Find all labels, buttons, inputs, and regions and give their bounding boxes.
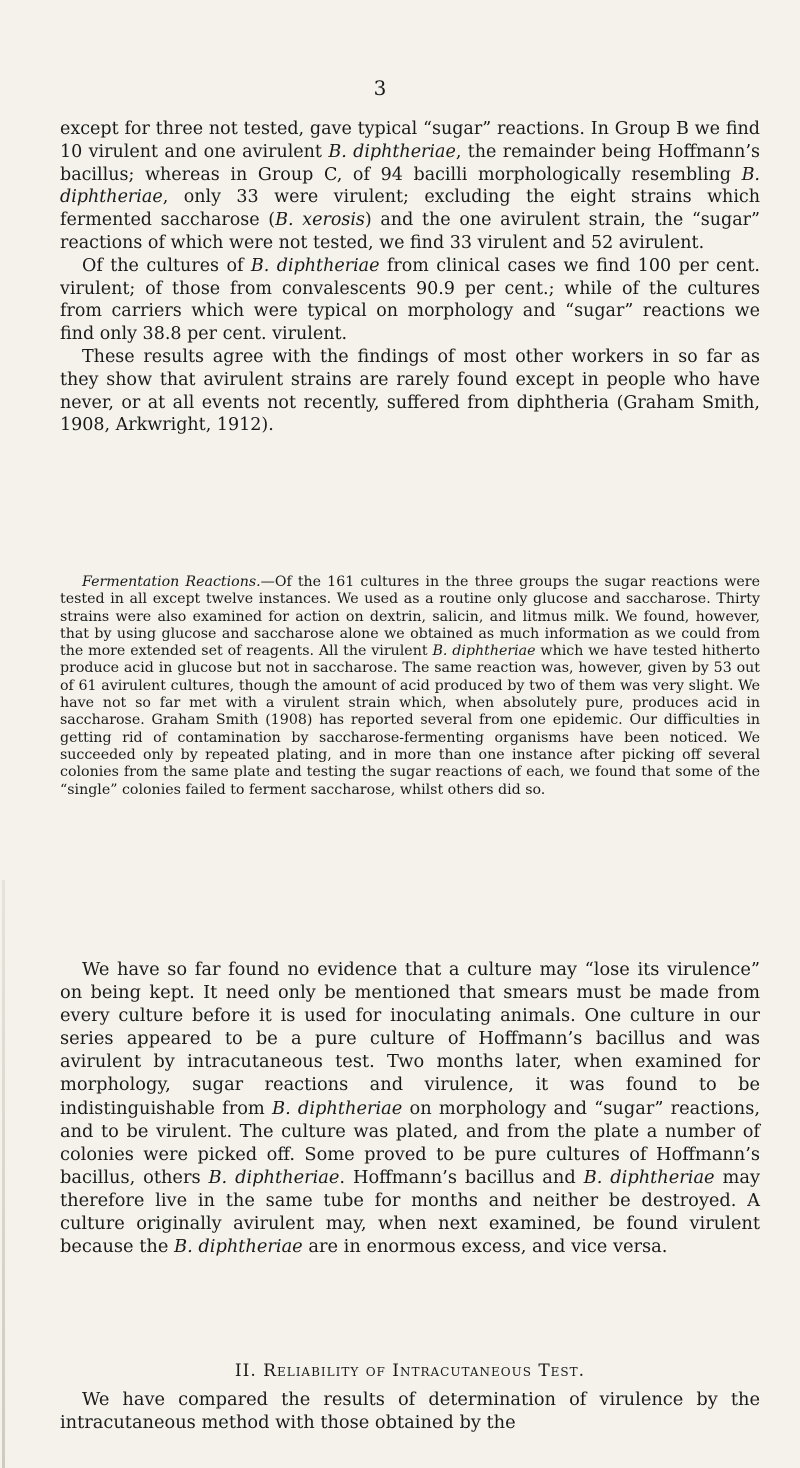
paragraph-group-results [60,118,760,437]
paragraph-virulence-evidence: We have so far found no evidence that a culture may “lose its virulence” on being kept. It need only be mentioned that smears must be made from every culture before it is used for inoculating animals. One culture in our series appeared to be a pure culture of Hoffmann’s bacillus and was avirulent by intracutaneous test. Two months later, when examined for morphology, sugar reactions and virulence, it was found to be indistinguishable from B. diphtheriae on morphology and “sugar” reactions, and to be virulent. The culture was plated, and from the plate a number of colonies were picked off. Some proved to be pure cultures of Hoffmann’s bacillus, others B. diphtheriae. Hoffmann’s bacillus and B. diphtheriae may therefore live in the same tube for months and neither be destroyed. A culture originally avirulent may, when next examined, be found virulent because the B. diphtheriae are in enormous excess, and vice versa. [60,959,760,1258]
paragraph-clinical-cases: Of the cultures of B. diphtheriae from clinical cases we find 100 per cent. virulent; of those from convalescents 90.9 per cent.; while of the cultures from carriers which were typical on morphology and “sugar” reactions we find only 38.8 per cent. virulent. [60,255,760,345]
paragraph-comparison: We have compared the results of determination of virulence by the intracutaneous method with those obtained by the [60,1389,760,1433]
page-number: 3 [373,76,387,100]
section-heading: II. Reliability of Intracutaneous Test. [234,1361,586,1381]
paragraph-fermentation-reactions: Fermentation Reactions.—Of the 161 cultures in the three groups the sugar reactions were tested in all except twelve instances. We used as a routine only glucose and saccharose. Thirty strains were also examined for action on dextrin, salicin, and litmus milk. We found, however, that by using glucose and saccharose alone we obtained as much information as we could from the more extended set of reagents. All the virulent B. diphtheriae which we have tested hitherto produce acid in glucose but not in saccharose. The same reaction was, however, given by 53 out of 61 avirulent cultures, though the amount of acid produced by two of them was very slight. We have not so far met with a virulent strain which, when absolutely pure, produces acid in saccharose. Graham Smith (1908) has reported several from one epidemic. Our difficulties in getting rid of contamination by saccharose-fermenting organisms have been noticed. We succeeded only by repeated plating, and in more than one instance after picking off several colonies from the same plate and testing the sugar reactions of each, we found that some of the “single” colonies failed to ferment saccharose, whilst others did so. [60,574,760,798]
paragraph-group-b-c: except for three not tested, gave typical “sugar” reactions. In Group B we find 10 virulent and one avirulent B. diphtheriae, the remainder being Hoffmann’s bacillus; whereas in Group C, of 94 bacilli morphologically resembling B. diphtheriae, only 33 were virulent; excluding the eight strains which fermented saccharose (B. xerosis) and the one avirulent strain, the “sugar” reactions of which were not tested, we find 33 virulent and 52 avirulent. [60,119,760,253]
page-edge-shadow [2,880,5,1468]
paragraph-agreement: These results agree with the findings of most other workers in so far as they show that avirulent strains are rarely found except in people who have never, or at all events not recently, suffered from diphtheria (Graham Smith, 1908, Arkwright, 1912). [60,346,760,436]
